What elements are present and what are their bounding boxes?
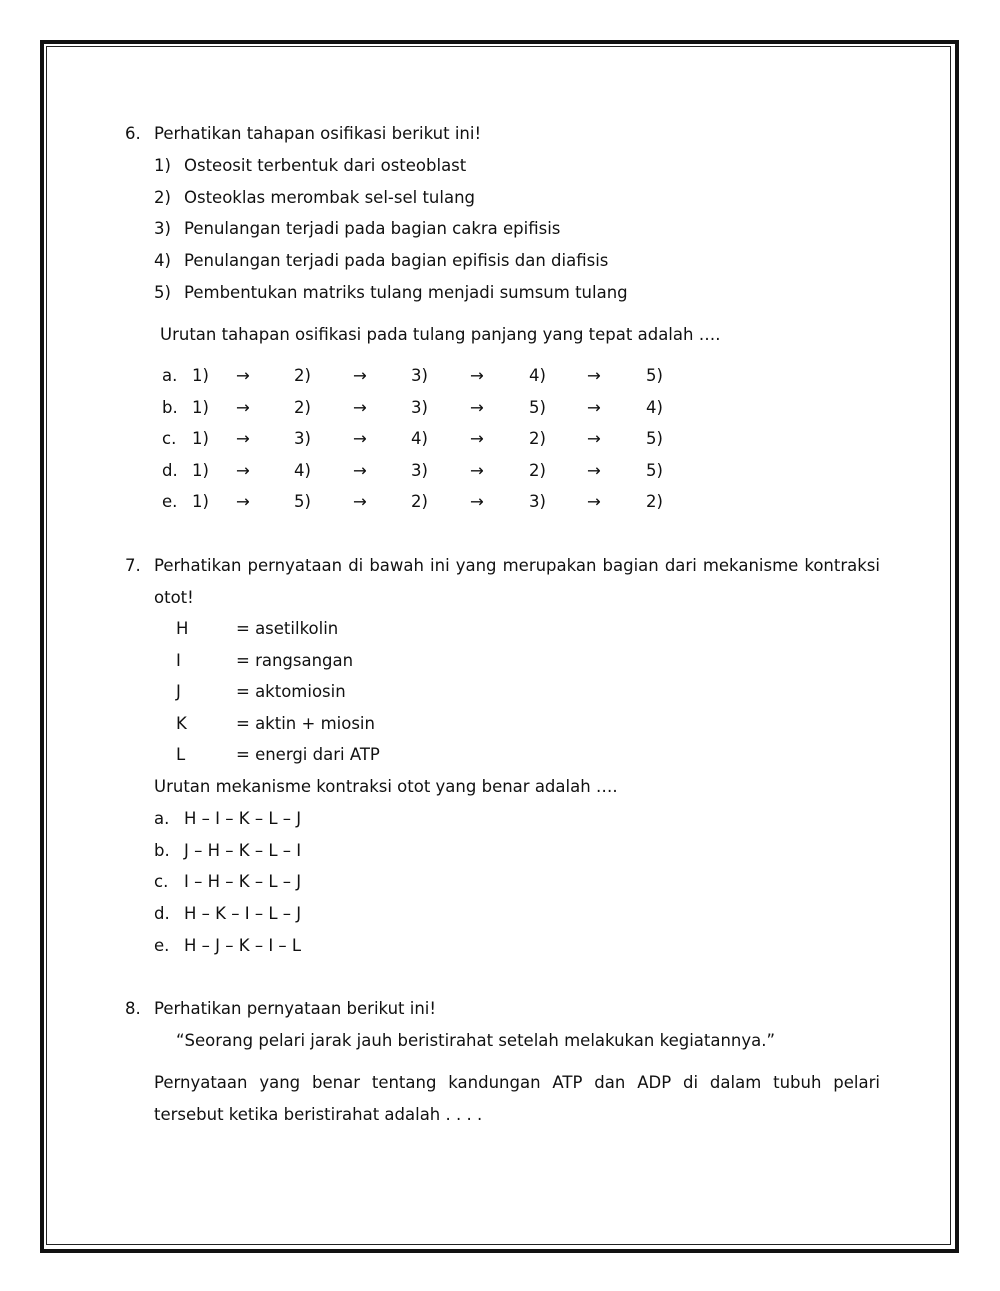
step-number: 3): [154, 219, 171, 239]
option-letter: c.: [162, 429, 177, 448]
sequence-step: 4): [294, 460, 311, 480]
arrow-right-icon: →: [236, 429, 250, 448]
definition-value: = rangsangan: [236, 650, 354, 670]
definition-key: I: [176, 650, 181, 670]
option-letter: c.: [154, 872, 169, 892]
arrow-right-icon: →: [353, 460, 367, 480]
arrow-right-icon: →: [236, 460, 250, 480]
sequence-step: 3): [411, 460, 428, 480]
option-letter: e.: [154, 935, 170, 955]
sequence-step: 2): [294, 397, 311, 417]
arrow-right-icon: →: [587, 397, 601, 417]
sequence-step: 4): [411, 429, 428, 448]
sequence-step: 2): [646, 492, 663, 511]
arrow-right-icon: →: [353, 397, 367, 417]
sequence-step: 2): [529, 429, 546, 448]
step-text: Osteoklas merombak sel-sel tulang: [184, 187, 476, 207]
option-letter: d.: [154, 904, 170, 924]
quote-text: “Seorang pelari jarak jauh beristirahat setelah melakukan kegiatannya.”: [176, 1031, 776, 1050]
option-letter: a.: [162, 366, 178, 385]
option-letter: b.: [162, 397, 178, 417]
sequence-step: 1): [192, 397, 209, 417]
step-text: Penulangan terjadi pada bagian epifisis dan diafisis: [184, 251, 609, 271]
question-text: Urutan mekanisme kontraksi otot yang benar adalah ….: [154, 777, 618, 796]
definition-key: L: [176, 745, 186, 765]
sequence-step: 4): [646, 397, 663, 417]
option-text: I – H – K – L – J: [184, 872, 302, 892]
sequence-step: 3): [411, 397, 428, 417]
question-prompt: Perhatikan pernyataan di bawah ini yang merupakan bagian dari mekanisme kontraksi otot!: [154, 556, 880, 607]
sequence-step: 2): [294, 366, 311, 385]
sequence-step: 1): [192, 366, 209, 385]
sequence-step: 5): [646, 366, 663, 385]
question-prompt: Perhatikan tahapan osifikasi berikut ini!: [154, 124, 482, 143]
arrow-right-icon: →: [587, 366, 601, 385]
arrow-right-icon: →: [353, 492, 367, 511]
option-text: J – H – K – L – I: [184, 840, 302, 860]
definition-key: H: [176, 619, 189, 638]
definition-value: = aktomiosin: [236, 682, 346, 702]
arrow-right-icon: →: [587, 429, 601, 448]
option-text: H – J – K – I – L: [184, 935, 302, 955]
step-number: 2): [154, 187, 171, 207]
step-number: 5): [154, 282, 171, 302]
arrow-right-icon: →: [236, 366, 250, 385]
step-text: Penulangan terjadi pada bagian cakra epifisis: [184, 219, 561, 239]
step-number: 1): [154, 156, 171, 175]
sequence-step: 5): [294, 492, 311, 511]
question-text: Pernyataan yang benar tentang kandungan ATP dan ADP di dalam tubuh pelari tersebut ketika beristirahat adalah . . . .: [154, 1073, 880, 1124]
arrow-right-icon: →: [470, 366, 484, 385]
sequence-step: 1): [192, 429, 209, 448]
question-number: 8.: [125, 999, 141, 1018]
sequence-step: 2): [411, 492, 428, 511]
sequence-step: 5): [646, 460, 663, 480]
step-text: Osteosit terbentuk dari osteoblast: [184, 156, 467, 175]
sequence-step: 3): [294, 429, 311, 448]
sequence-step: 3): [529, 492, 546, 511]
arrow-right-icon: →: [470, 460, 484, 480]
arrow-right-icon: →: [470, 429, 484, 448]
definition-value: = asetilkolin: [236, 619, 339, 638]
option-letter: d.: [162, 460, 178, 480]
question-number: 6.: [125, 124, 141, 143]
sequence-step: 4): [529, 366, 546, 385]
arrow-right-icon: →: [470, 492, 484, 511]
option-letter: b.: [154, 840, 170, 860]
definition-key: J: [176, 682, 181, 702]
arrow-right-icon: →: [587, 460, 601, 480]
option-letter: a.: [154, 809, 170, 828]
question-prompt: Perhatikan pernyataan berikut ini!: [154, 999, 437, 1018]
question-number: 7.: [125, 556, 141, 575]
option-text: H – I – K – L – J: [184, 809, 302, 828]
arrow-right-icon: →: [353, 429, 367, 448]
sequence-step: 2): [529, 460, 546, 480]
arrow-right-icon: →: [236, 397, 250, 417]
arrow-right-icon: →: [587, 492, 601, 511]
arrow-right-icon: →: [353, 366, 367, 385]
option-letter: e.: [162, 492, 178, 511]
definition-key: K: [176, 713, 187, 733]
sequence-step: 1): [192, 460, 209, 480]
step-text: Pembentukan matriks tulang menjadi sumsum tulang: [184, 282, 628, 302]
definition-value: = aktin + miosin: [236, 713, 375, 733]
arrow-right-icon: →: [236, 492, 250, 511]
sequence-step: 3): [411, 366, 428, 385]
definition-value: = energi dari ATP: [236, 745, 380, 765]
step-number: 4): [154, 251, 171, 271]
question-text: Urutan tahapan osifikasi pada tulang panjang yang tepat adalah ….: [160, 325, 721, 344]
sequence-step: 5): [529, 397, 546, 417]
sequence-step: 1): [192, 492, 209, 511]
arrow-right-icon: →: [470, 397, 484, 417]
sequence-step: 5): [646, 429, 663, 448]
option-text: H – K – I – L – J: [184, 904, 302, 924]
